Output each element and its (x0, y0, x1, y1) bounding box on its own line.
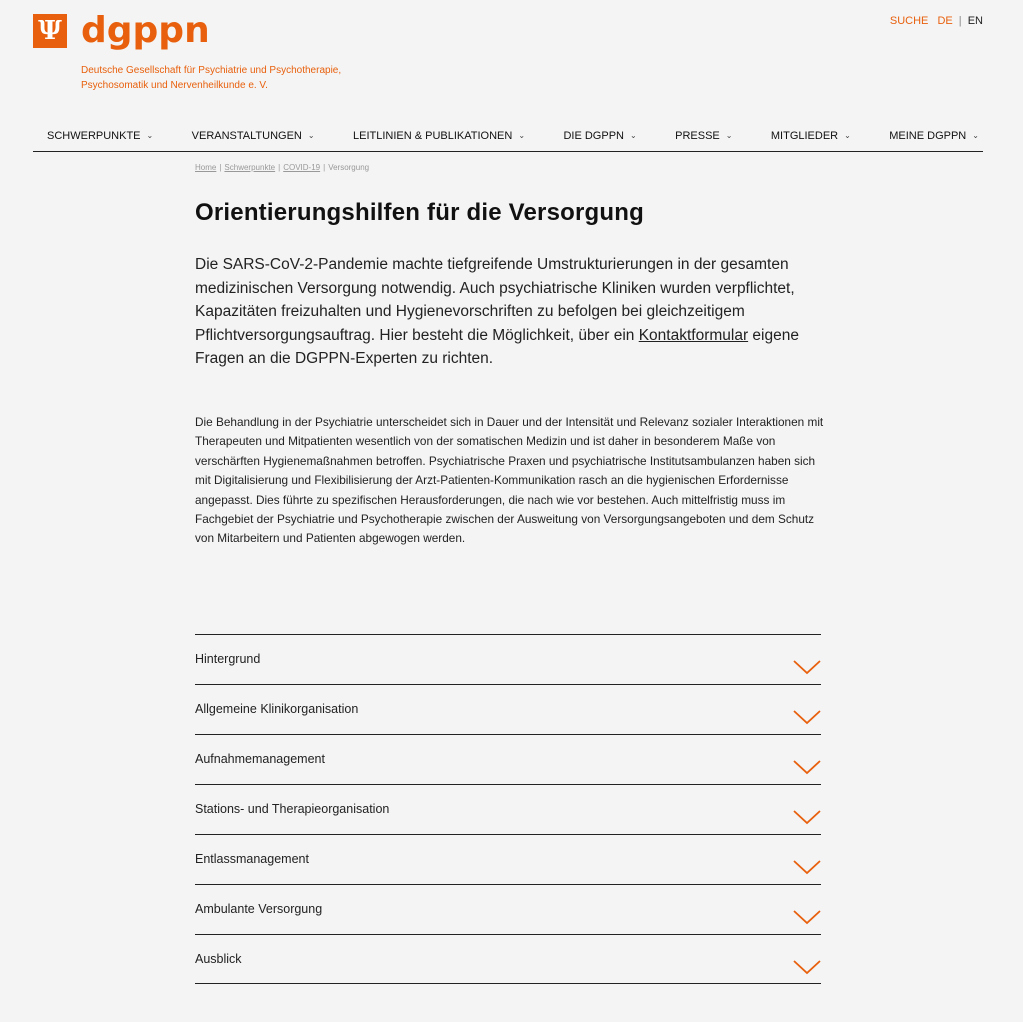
accordion-item-hintergrund[interactable] (195, 635, 821, 685)
chevron-down-icon: ⌄ (972, 131, 979, 140)
breadcrumb-schwerpunkte[interactable]: Schwerpunkte (224, 163, 276, 172)
accordion-item-label: Stations- und Therapieorganisation (195, 802, 390, 816)
chevron-down-icon: ⌄ (146, 131, 154, 140)
nav-item-veranstaltungen[interactable] (192, 130, 315, 142)
chevron-down-icon (793, 657, 821, 677)
accordion-item-allgemeine-klinikorganisation[interactable] (195, 685, 821, 735)
accordion-item-ambulante-versorgung[interactable] (195, 885, 821, 935)
accordion-item-label: Ausblick (195, 952, 242, 966)
breadcrumb: Home | Schwerpunkte | COVID-19 | Versorgung (195, 163, 370, 172)
top-links (890, 15, 983, 27)
nav-item-mitglieder[interactable] (771, 130, 851, 142)
nav-item-label: MITGLIEDER (770, 129, 839, 142)
lead-paragraph: Die SARS-CoV-2-Pandemie machte tiefgreifende Umstrukturierungen in der gesamten medizinischen Versorgung notwendig. Auch psychiatrische Kliniken wurden verpflichtet, Kapazitäten freizuhalten und Hygienevorschriften zu befolgen bei gleichzeitigem Pflichtversorgungsauftrag. Hier besteht die Möglichkeit, über ein Kontaktformular eigene Fragen an die DGPPN-Experten zu richten. (195, 256, 799, 367)
chevron-down-icon: ⌄ (725, 131, 733, 140)
logo-psi-icon: Ψ (33, 14, 67, 48)
accordion-item-label: Ambulante Versorgung (195, 902, 323, 916)
accordion-item-label: Entlassmanagement (195, 852, 309, 866)
tagline (81, 63, 341, 93)
nav-item-label: LEITLINIEN & PUBLIKATIONEN (353, 129, 513, 142)
nav-item-leitlinien-publikationen[interactable] (353, 130, 525, 142)
accordion-item-label: Hintergrund (195, 652, 261, 666)
page-title: Orientierungshilfen für die Versorgung (195, 199, 644, 226)
contact-form-link[interactable]: Kontaktformular (638, 326, 749, 344)
nav-item-meine-dgppn[interactable] (889, 130, 979, 142)
chevron-down-icon (793, 857, 821, 877)
breadcrumb-home[interactable]: Home (195, 163, 217, 172)
nav-item-label: PRESSE (675, 129, 720, 142)
lang-de-link[interactable]: DE (937, 15, 953, 27)
chevron-down-icon: ⌄ (518, 131, 526, 140)
nav-item-die-dgppn[interactable] (563, 130, 636, 142)
chevron-down-icon (793, 757, 821, 777)
accordion-item-entlassmanagement[interactable] (195, 835, 821, 885)
tagline-line-2: Psychosomatik und Nervenheilkunde e. V. (81, 80, 268, 91)
nav-item-label: DIE DGPPN (563, 129, 624, 142)
chevron-down-icon: ⌄ (629, 131, 637, 140)
lang-separator: | (958, 15, 962, 27)
chevron-down-icon (793, 707, 821, 727)
nav-item-label: MEINE DGPPN (889, 129, 967, 142)
chevron-down-icon (793, 957, 821, 977)
accordion-item-aufnahmemanagement[interactable] (195, 735, 821, 785)
accordion-item-label: Allgemeine Klinikorganisation (195, 702, 359, 716)
chevron-down-icon: ⌄ (307, 131, 315, 140)
accordion-item-label: Aufnahmemanagement (195, 752, 325, 766)
logo[interactable] (33, 10, 210, 51)
nav-item-schwerpunkte[interactable] (47, 130, 153, 142)
chevron-down-icon: ⌄ (844, 131, 851, 140)
nav-item-presse[interactable] (675, 130, 732, 142)
chevron-down-icon (793, 807, 821, 827)
chevron-down-icon (793, 907, 821, 927)
accordion-item-stations-therapieorganisation[interactable] (195, 785, 821, 835)
breadcrumb-current: Versorgung (328, 163, 370, 172)
accordion (195, 634, 821, 984)
main-nav (33, 120, 983, 152)
nav-item-label: VERANSTALTUNGEN (191, 129, 302, 142)
tagline-line-1: Deutsche Gesellschaft für Psychiatrie und Psychotherapie, (81, 65, 342, 76)
lang-en-link[interactable]: EN (967, 15, 983, 27)
breadcrumb-covid-19[interactable]: COVID-19 (283, 163, 321, 172)
search-link[interactable]: SUCHE (889, 15, 929, 27)
nav-item-label: SCHWERPUNKTE (47, 129, 141, 142)
logo-wordmark: dgppn (81, 10, 210, 51)
body-paragraph: Die Behandlung in der Psychiatrie unterscheidet sich in Dauer und der Intensität und Relevanz sozialer Interaktionen mit Therapeuten und Mitpatienten wesentlich von der somatischen Medizin und ist daher in besonderem Maße von verschärften Hygienemaßnahmen betroffen. Psychiatrische Praxen und psychiatrische Institutsambulanzen haben sich mit Digitalisierung und Flexibilisierung der Arzt-Patienten-Kommunikation rasch an die hygienischen Erfordernisse angepasst. Dies führte zu spezifischen Herausforderungen, die nach wie vor bestehen. Auch mittelfristig muss im Fachgebiet der Psychiatrie und Psychotherapie zwischen der Ausweitung von Versorgungsangeboten und dem Schutz von Mitarbeitern und Patienten abgewogen werden. (195, 415, 824, 546)
accordion-item-ausblick[interactable] (195, 935, 821, 984)
